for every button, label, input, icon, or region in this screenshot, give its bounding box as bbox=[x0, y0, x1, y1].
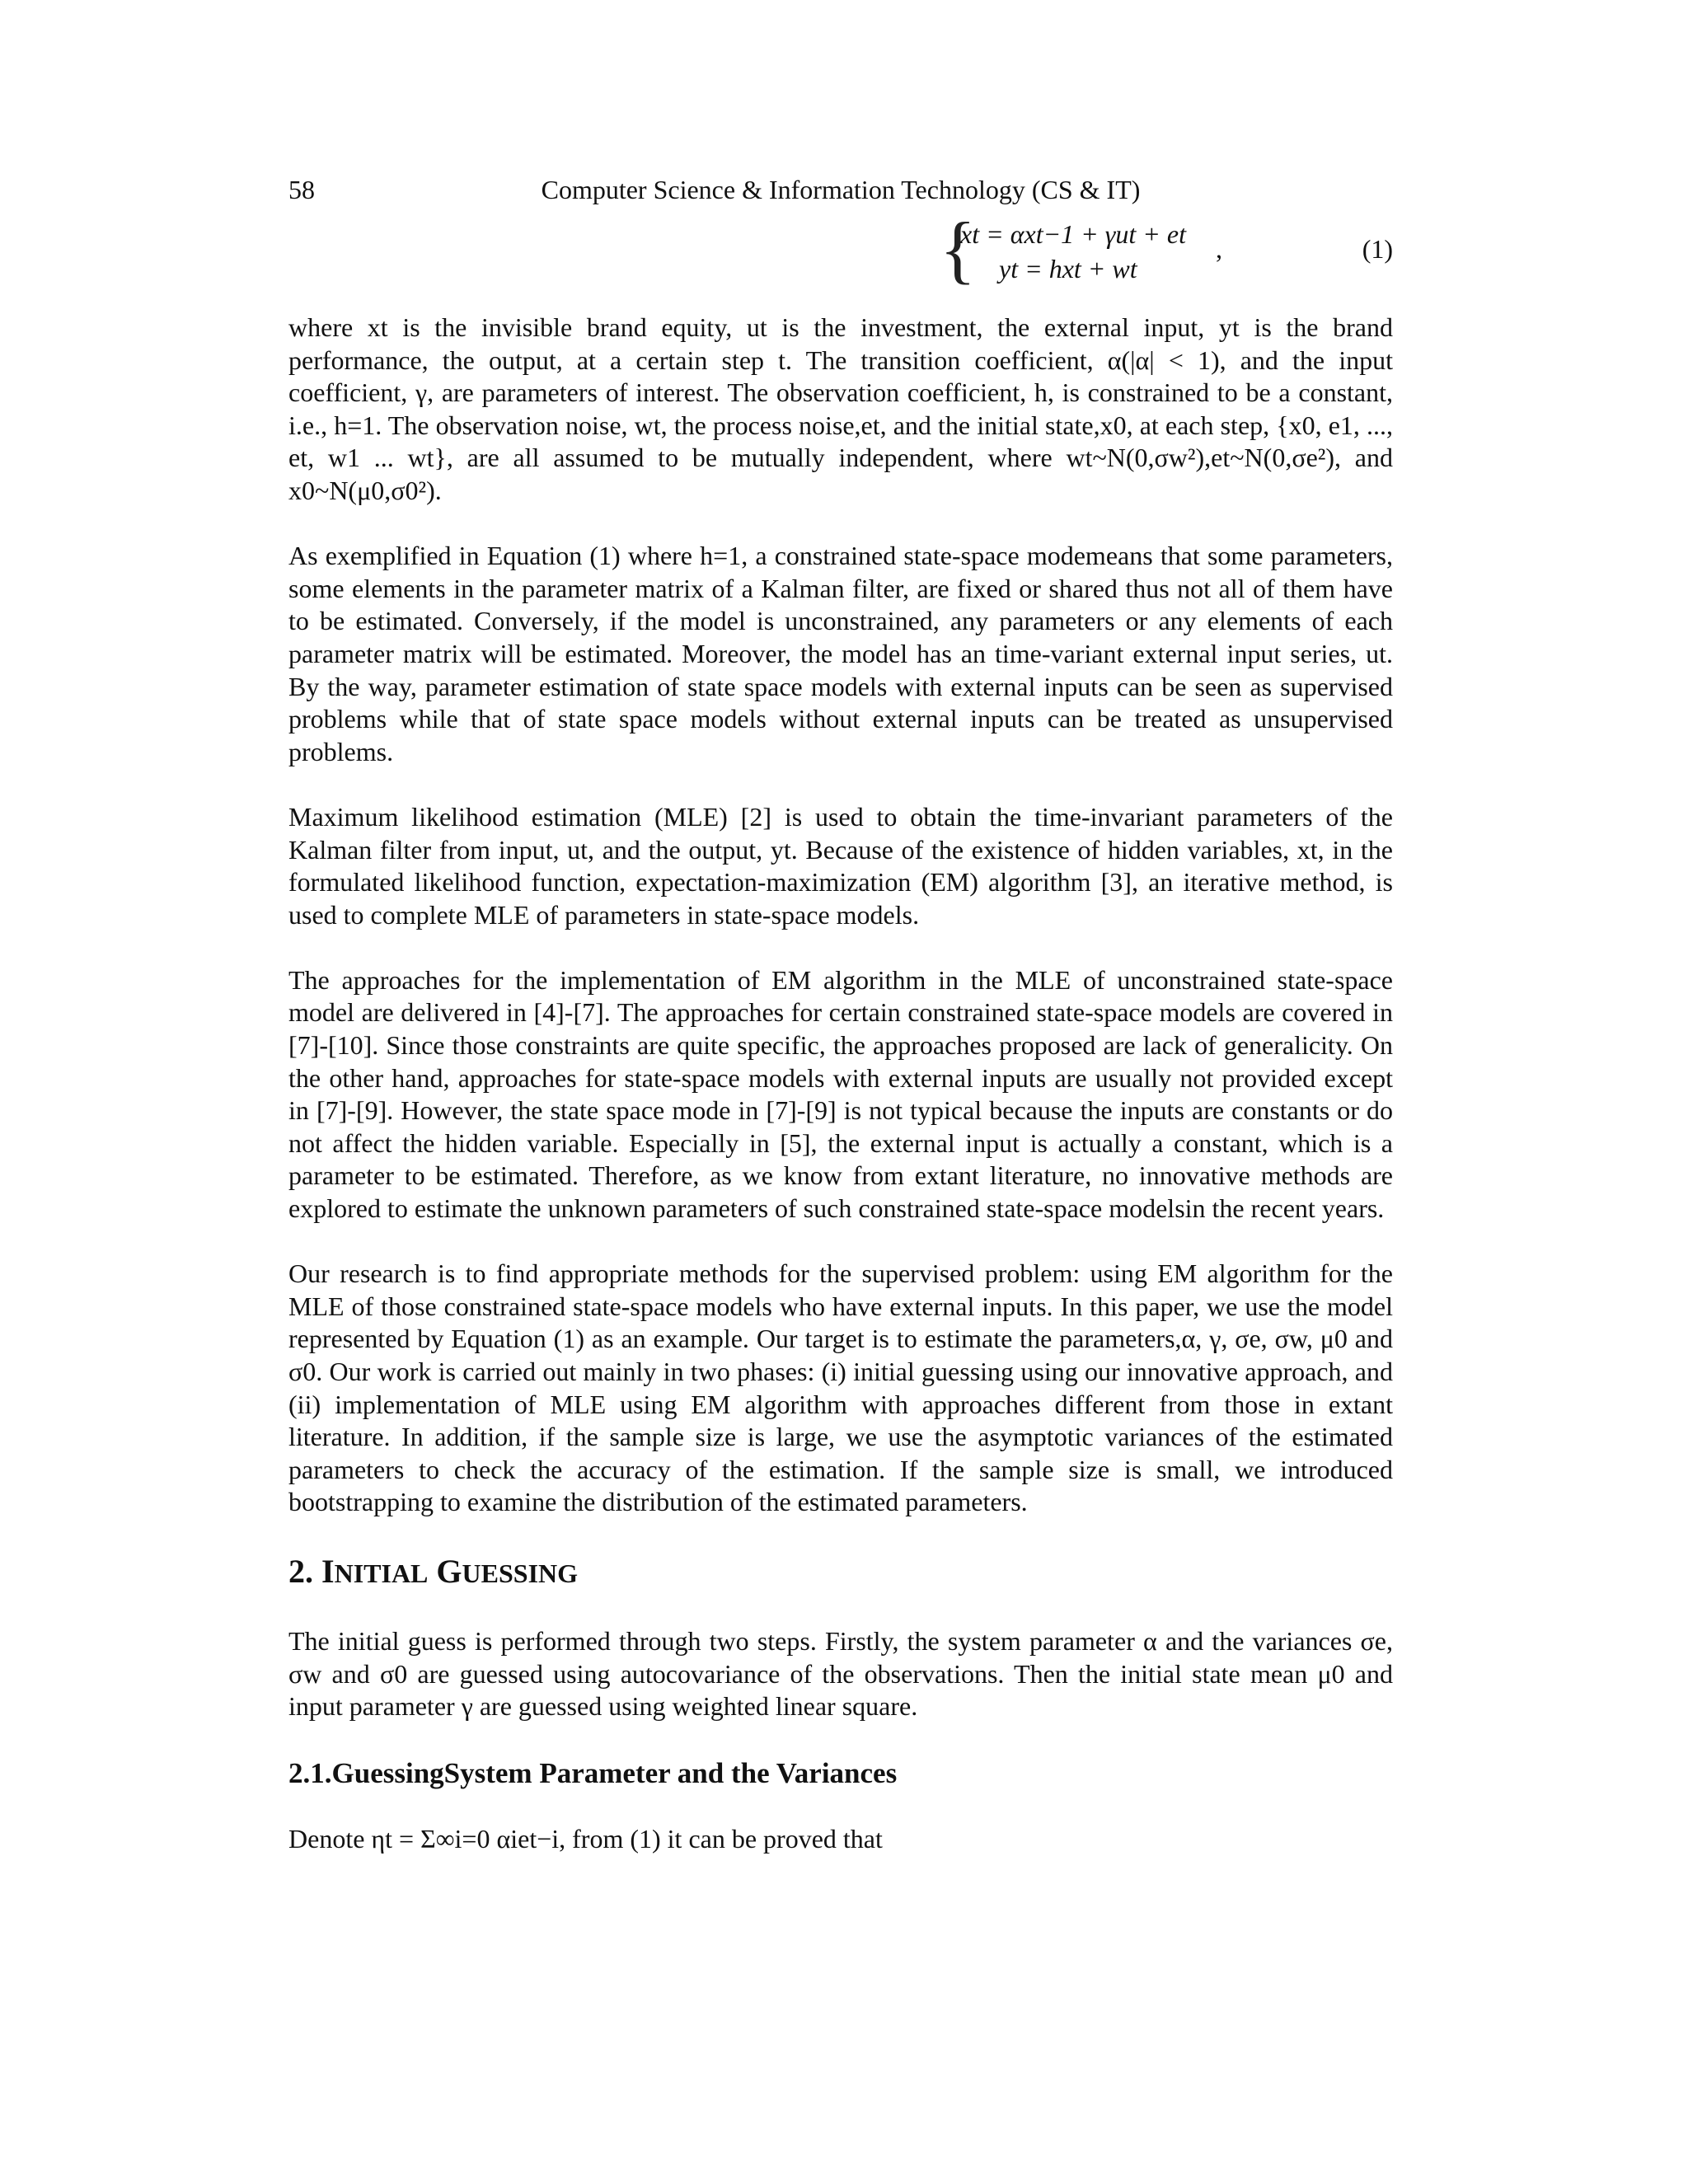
equation-1 bbox=[288, 207, 1393, 291]
heading-guessing-rest: UESSING bbox=[462, 1558, 579, 1588]
journal-title: Computer Science & Information Technology (CS & IT) bbox=[541, 175, 1141, 204]
heading-initial-cap: I bbox=[321, 1552, 335, 1590]
equation-1-line-1: xt = αxt−1 + γut + et bbox=[960, 219, 1186, 249]
heading-initial-rest: NITIAL bbox=[334, 1558, 429, 1588]
equation-number: (1) bbox=[1362, 234, 1393, 264]
section-heading bbox=[288, 1552, 1393, 1593]
subsection-heading: 2.1.GuessingSystem Parameter and the Variances bbox=[288, 1756, 898, 1789]
paragraph-approaches: The approaches for the implementation of EM algorithm in the MLE of unconstrained state-space model are delivered in [4]-[7]. The approaches for certain constrained state-space models are covered in [7]-[10]. Since those constraints are quite specific, the approaches proposed are lack of generalicity. On the other hand, approaches for state-space models with external inputs are usually not provided except in [7]-[9]. However, the state space mode in [7]-[9] is not typical because the inputs are constants or do not affect the hidden variable. Especially in [5], the external input is actually a constant, which is a parameter to be estimated. Therefore, as we know from extant literature, no innovative methods are explored to estimate the unknown parameters of such constrained state-space modelsin the recent years. bbox=[288, 964, 1393, 1224]
page-number: 58 bbox=[288, 175, 315, 204]
equation-1-line-2: yt = hxt + wt bbox=[999, 254, 1137, 284]
body-text bbox=[288, 312, 1393, 1888]
paragraph-constrained-model: As exemplified in Equation (1) where h=1, a constrained state-space modemeans that some parameters, some elements in the parameter matrix of a Kalman filter, are fixed or shared thus not all of them have to be estimated. Conversely, if the model is unconstrained, any parameters or any elements of each parameter matrix will be estimated. Moreover, the model has an time-variant external input series, ut. By the way, parameter estimation of state space models with external inputs can be seen as supervised problems while that of state space models without external inputs can be treated as unsupervised problems. bbox=[288, 541, 1393, 766]
paragraph-initial-guess: The initial guess is performed through two steps. Firstly, the system parameter α and the variances σe, σw and σ0 are guessed using autocovariance of the observations. Then the initial state mean μ0 and input parameter γ are guessed using weighted linear square. bbox=[288, 1626, 1393, 1722]
paragraph-research: Our research is to find appropriate methods for the supervised problem: using EM algorithm for the MLE of those constrained state-space models who have external inputs. In this paper, we use the model represented by Equation (1) as an example. Our target is to estimate the parameters,α, γ, σe, σw, μ0 and σ0. Our work is carried out mainly in two phases: (i) initial guessing using our innovative approach, and (ii) implementation of MLE using EM algorithm with approaches different from those in extant literature. In addition, if the sample size is large, we use the asymptotic variances of the estimated parameters to check the accuracy of the estimation. If the sample size is small, we introduced bootstrapping to examine the distribution of the estimated parameters. bbox=[288, 1258, 1393, 1517]
paragraph-mle: Maximum likelihood estimation (MLE) [2] is used to obtain the time-invariant parameters of the Kalman filter from input, ut, and the output, yt. Because of the existence of hidden variables, xt, in the formulated likelihood function, expectation-maximization (EM) algorithm [3], an iterative method, is used to complete MLE of parameters in state-space models. bbox=[288, 801, 1393, 930]
equation-comma: , bbox=[1216, 234, 1222, 264]
equation-brace: { bbox=[940, 207, 977, 291]
paragraph-denote: Denote ηt = Σ∞i=0 αiet−i, from (1) it can be proved that bbox=[288, 1824, 883, 1854]
section-number: 2. bbox=[288, 1552, 313, 1590]
running-header bbox=[288, 171, 1393, 208]
heading-guessing-cap: G bbox=[436, 1552, 462, 1590]
paragraph-definitions: where xt is the invisible brand equity, ut is the investment, the external input, yt is the brand performance, the output, at a certain step t. The transition coefficient, α(|α| < 1), and the input coefficient, γ, are parameters of interest. The observation coefficient, h, is constrained to be a constant, i.e., h=1. The observation noise, wt, the process noise,et, and the initial state,x0, at each step, {x0, e1, ..., et, w1 ... wt}, are all assumed to be mutually independent, where wt~N(0,σw²),et~N(0,σe²), and x0~N(μ0,σ0²). bbox=[288, 312, 1393, 505]
